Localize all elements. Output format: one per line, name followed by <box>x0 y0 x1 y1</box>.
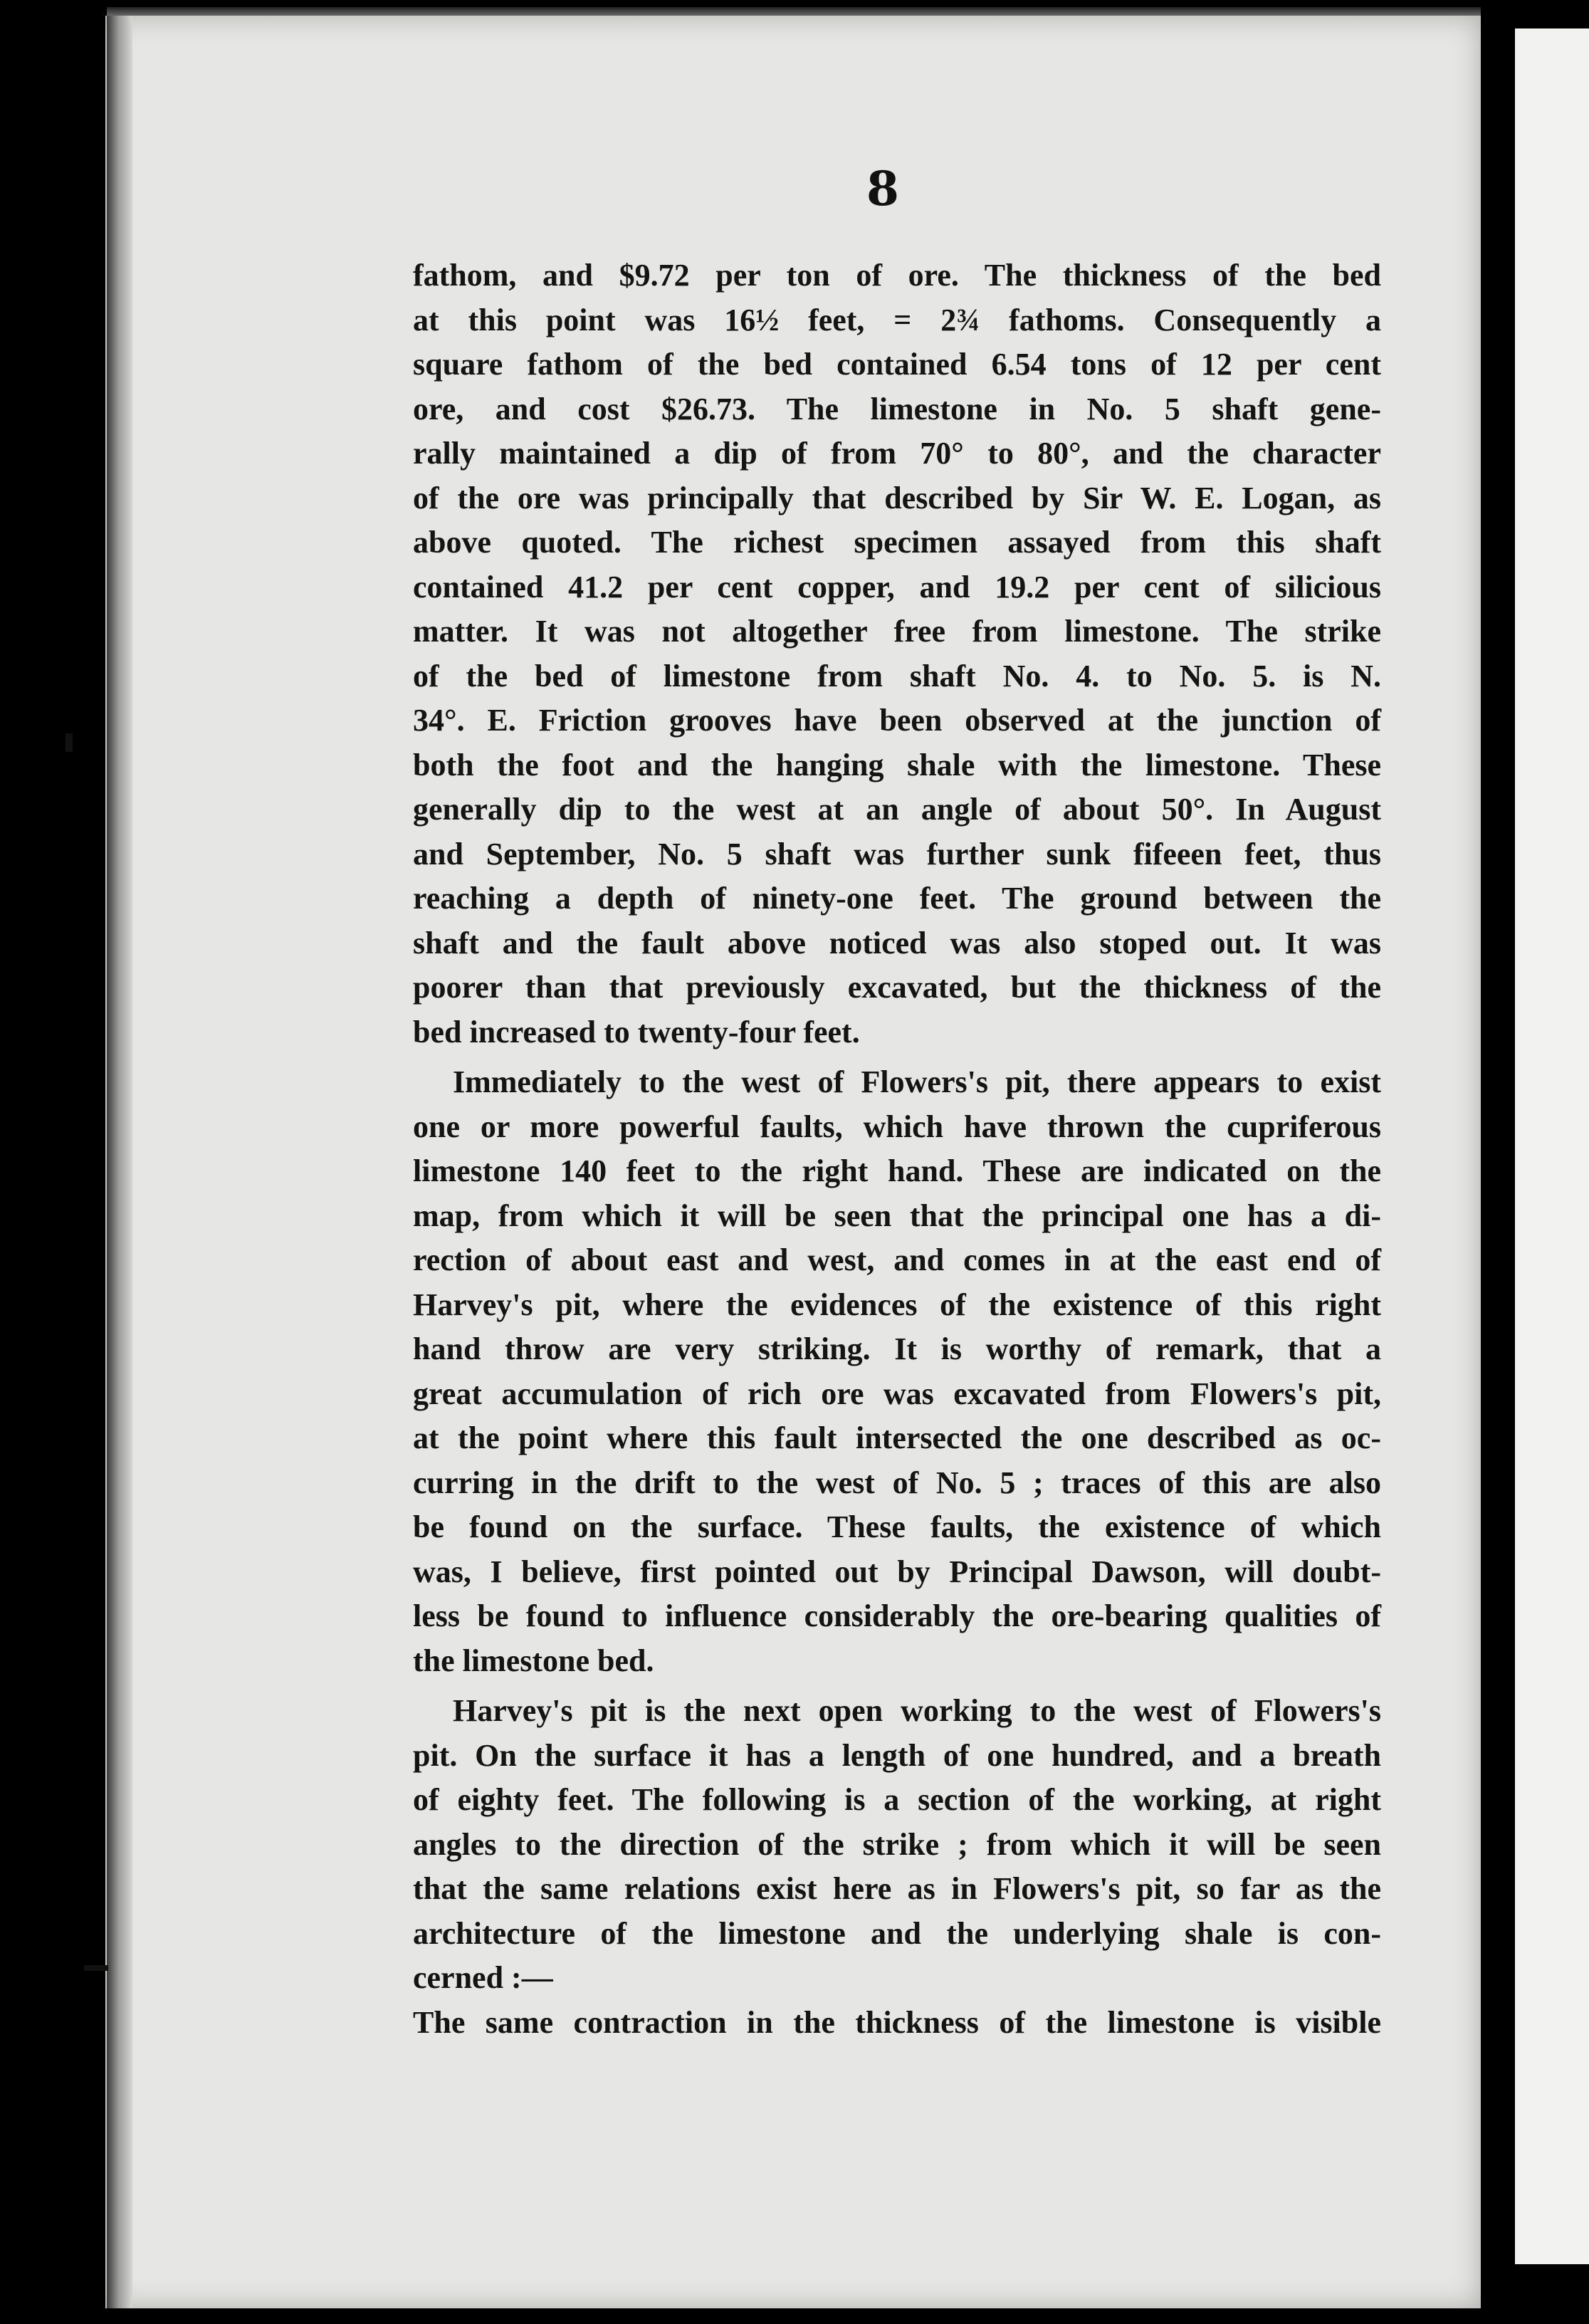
text-line: ore, and cost $26.73. The limestone in No. 5 shaft gene- <box>413 391 1381 426</box>
text-line: of the bed of limestone from shaft No. 4. to No. 5. is N. <box>413 658 1381 693</box>
margin-mark <box>84 1965 108 1971</box>
text-line: bed increased to twenty-four feet. <box>413 1014 860 1050</box>
text-line: shaft and the fault above noticed was also stoped out. It was <box>413 925 1381 961</box>
text-line: rection of about east and west, and comes in at the east end of <box>413 1242 1381 1277</box>
text-line: The same contraction in the thickness of the limestone is visible <box>413 2004 1381 2040</box>
text-line: one or more powerful faults, which have thrown the cupriferous <box>413 1109 1381 1144</box>
margin-mark <box>65 733 73 752</box>
text-line: hand throw are very striking. It is worthy of remark, that a <box>413 1331 1381 1366</box>
text-line: great accumulation of rich ore was excavated from Flowers's pit, <box>413 1376 1381 1411</box>
text-line: architecture of the limestone and the underlying shale is con- <box>413 1915 1381 1951</box>
text-line: and September, No. 5 shaft was further sunk fifeeen feet, thus <box>413 836 1381 872</box>
text-line: the limestone bed. <box>413 1643 654 1678</box>
text-line: of the ore was principally that described by Sir W. E. Logan, as <box>413 480 1381 515</box>
adjacent-page-strip <box>1515 28 1589 2264</box>
text-line: curring in the drift to the west of No. 5 ; traces of this are also <box>413 1465 1381 1500</box>
text-line: pit. On the surface it has a length of one hundred, and a breath <box>413 1737 1381 1773</box>
text-line: above quoted. The richest specimen assayed from this shaft <box>413 525 1381 560</box>
text-line: rally maintained a dip of from 70° to 80°, and the character <box>413 436 1381 471</box>
text-line: contained 41.2 per cent copper, and 19.2 per cent of silicious <box>413 569 1381 604</box>
text-line: matter. It was not altogether free from limestone. The strike <box>413 614 1381 649</box>
text-line: that the same relations exist here as in Flowers's pit, so far as the <box>413 1871 1381 1906</box>
text-line: Harvey's pit is the next open working to the west of Flowers's <box>453 1693 1381 1728</box>
text-line: poorer than that previously excavated, but the thickness of the <box>413 970 1381 1005</box>
text-line: square fathom of the bed contained 6.54 tons of 12 per cent <box>413 347 1381 382</box>
text-line: of eighty feet. The following is a section of the working, at right <box>413 1782 1381 1817</box>
text-line: at the point where this fault intersected the one described as oc- <box>413 1420 1381 1455</box>
paragraph <box>413 1689 1381 2001</box>
paragraph-gap <box>413 1683 1381 1689</box>
text-line: Harvey's pit, where the evidences of the existence of this right <box>413 1287 1381 1322</box>
text-line: limestone 140 feet to the right hand. These are indicated on the <box>413 1153 1381 1188</box>
page-number: 8 <box>866 161 899 216</box>
body-text <box>413 253 1381 2045</box>
text-line: at this point was 16½ feet, = 2¾ fathoms. Consequently a <box>413 302 1381 337</box>
text-line: cerned :— <box>413 1960 553 1995</box>
text-line: reaching a depth of ninety-one feet. The ground between the <box>413 881 1381 916</box>
paragraph <box>413 1060 1381 1683</box>
text-line: angles to the direction of the strike ; from which it will be seen <box>413 1826 1381 1862</box>
text-line: map, from which it will be seen that the principal one has a di- <box>413 1198 1381 1233</box>
text-line: was, I believe, first pointed out by Principal Dawson, will doubt- <box>413 1554 1381 1589</box>
text-line: Immediately to the west of Flowers's pit, there appears to exist <box>453 1064 1381 1099</box>
text-line: both the foot and the hanging shale with the limestone. These <box>413 747 1381 782</box>
text-line: fathom, and $9.72 per ton of ore. The thickness of the bed <box>413 258 1381 293</box>
page-binding-edge <box>107 16 132 2308</box>
paragraph-gap <box>413 1054 1381 1060</box>
text-line: be found on the surface. These faults, the existence of which <box>413 1509 1381 1544</box>
text-line: less be found to influence considerably the ore-bearing qualities of <box>413 1598 1381 1633</box>
gutter-shadow <box>1492 0 1516 2324</box>
text-line: 34°. E. Friction grooves have been observed at the junction of <box>413 703 1381 738</box>
text-line: generally dip to the west at an angle of about 50°. In August <box>413 792 1381 827</box>
paragraph <box>413 2001 1381 2046</box>
paragraph <box>413 253 1381 1054</box>
